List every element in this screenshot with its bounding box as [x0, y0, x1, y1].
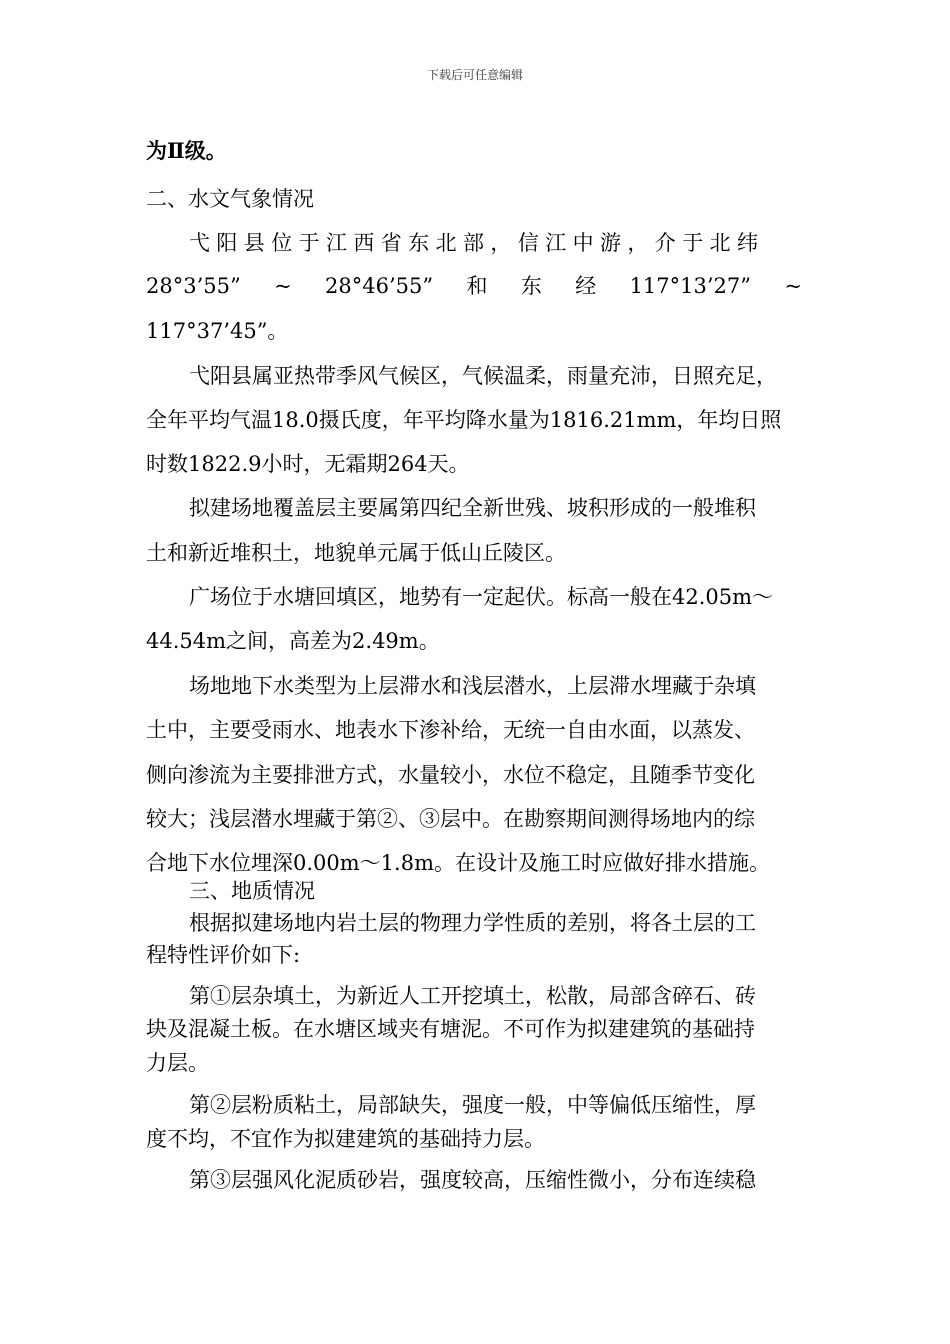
text-fragment: 28°46’55”	[325, 274, 434, 298]
text-line: 第①层杂填土，为新近人工开挖填土，松散，局部含碎石、砖	[189, 984, 756, 1008]
text-fragment: 28°3’55”	[146, 274, 241, 298]
text-fragment: 东	[520, 274, 542, 298]
page-header: 下载后可任意编辑	[426, 68, 523, 82]
text-line: 土和新近堆积土，地貌单元属于低山丘陵区。	[146, 541, 566, 565]
coordinate-line	[146, 273, 802, 299]
text-line: 时数1822.9小时，无霜期264天。	[146, 452, 470, 476]
text-line: 侧向渗流为主要排泄方式，水量较小，水位不稳定，且随季节变化	[146, 763, 755, 787]
text-line: 44.54m之间，高差为2.49m。	[146, 629, 440, 653]
section-heading: 二、水文气象情况	[146, 187, 314, 211]
text-line: 程特性评价如下:	[146, 943, 301, 967]
text-line: 第③层强风化泥质砂岩，强度较高，压缩性微小，分布连续稳	[189, 1168, 756, 1192]
text-line: 土中，主要受雨水、地表水下渗补给，无统一自由水面，以蒸发、	[146, 718, 755, 742]
text-fragment: ~	[274, 274, 292, 298]
text-line: 117°37’45”。	[146, 319, 289, 343]
text-fragment: 117°13’27”	[629, 274, 751, 298]
text-line: 度不均，不宜作为拟建建筑的基础持力层。	[146, 1127, 545, 1151]
text-line: 场地地下水类型为上层滞水和浅层潜水，上层滞水埋藏于杂填	[189, 674, 756, 698]
text-line: 拟建场地覆盖层主要属第四纪全新世残、坡积形成的一般堆积	[189, 496, 756, 520]
text-line: 较大；浅层潜水埋藏于第②、③层中。在勘察期间测得场地内的综	[146, 807, 755, 831]
text-line: 块及混凝土板。在水塘区域夹有塘泥。不可作为拟建建筑的基础持	[146, 1017, 755, 1041]
text-line: 合地下水位埋深0.00m～1.8m。在设计及施工时应做好排水措施。	[146, 851, 770, 875]
text-fragment: 和	[466, 274, 488, 298]
text-line: 全年平均气温18.0摄氏度，年平均降水量为1816.21mm，年均日照	[146, 408, 782, 432]
text-line: 为Ⅱ级。	[146, 138, 227, 163]
text-line: 弋阳县位于江西省东北部，信江中游，介于北纬	[189, 231, 765, 255]
text-line: 根据拟建场地内岩土层的物理力学性质的差别，将各土层的工	[189, 911, 756, 935]
text-line: 弋阳县属亚热带季风气候区，气候温柔，雨量充沛，日照充足，	[189, 364, 777, 388]
text-line: 力层。	[146, 1051, 209, 1075]
text-line: 广场位于水塘回填区，地势有一定起伏。标高一般在42.05m～	[189, 585, 774, 609]
text-line: 第②层粉质粘土，局部缺失，强度一般，中等偏低压缩性，厚	[189, 1093, 756, 1117]
text-fragment: ~	[784, 274, 802, 298]
text-fragment: 经	[575, 274, 597, 298]
section-heading: 三、地质情况	[189, 879, 315, 903]
